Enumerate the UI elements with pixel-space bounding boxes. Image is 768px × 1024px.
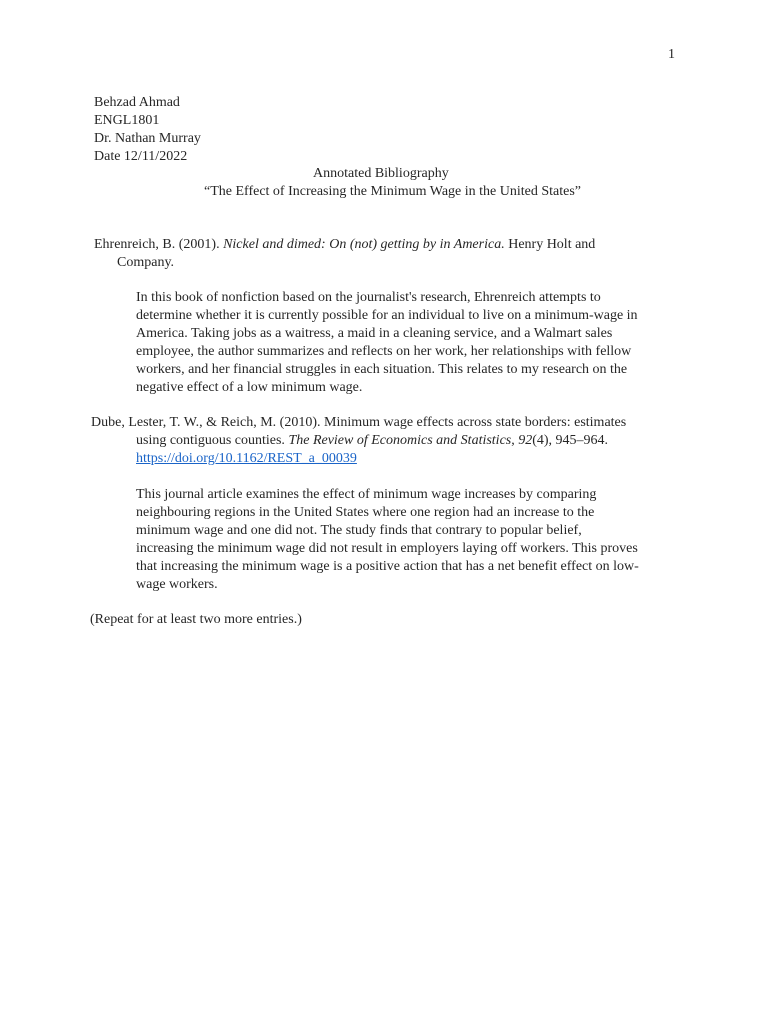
citation-1-book-title: Nickel and dimed: On (not) getting by in America. xyxy=(223,237,505,252)
annotation-entry-2 xyxy=(136,486,681,594)
instructor-name: Dr. Nathan Murray xyxy=(94,131,201,146)
annotation-line: In this book of nonfiction based on the journalist's research, Ehrenreich attempts to xyxy=(136,290,601,305)
citation-2-line-3 xyxy=(91,450,671,468)
header-block xyxy=(94,94,201,166)
citation-2-line-1: Dube, Lester, T. W., & Reich, M. (2010). Minimum wage effects across state borders: estimates xyxy=(91,415,627,430)
citation-1-line-2: Company. xyxy=(117,255,175,270)
citation-1-publisher: Henry Holt and xyxy=(504,237,596,252)
annotation-line: America. Taking jobs as a waitress, a maid in a cleaning service, and a Walmart sales xyxy=(136,326,613,341)
citation-entry-1 xyxy=(94,236,654,272)
citation-2-text: using contiguous counties. xyxy=(136,433,289,448)
doi-link[interactable]: https://doi.org/10.1162/REST_a_00039 xyxy=(136,451,357,466)
annotation-line: determine whether it is currently possible for an individual to live on a minimum-wage in xyxy=(136,308,638,323)
annotation-line: neighbouring regions in the United States where one region had an increase to the xyxy=(136,505,595,520)
annotation-entry-1 xyxy=(136,289,681,397)
citation-2-separator: , xyxy=(511,433,519,448)
citation-entry-2 xyxy=(91,414,671,468)
citation-1-authors-year: Ehrenreich, B. (2001). xyxy=(94,237,224,252)
annotation-line: increasing the minimum wage did not result in employers laying off workers. This proves xyxy=(136,541,638,556)
citation-1-line-1 xyxy=(94,236,654,254)
title-line-2: “The Effect of Increasing the Minimum Wage in the United States” xyxy=(204,184,582,199)
submission-date: Date 12/11/2022 xyxy=(94,149,188,164)
page-number: 1 xyxy=(668,47,675,62)
citation-2-volume: 92 xyxy=(518,433,533,448)
student-name: Behzad Ahmad xyxy=(94,95,180,110)
annotation-line: that increasing the minimum wage is a positive action that has a net benefit effect on low- xyxy=(136,559,639,574)
citation-2-line-2 xyxy=(91,432,671,450)
citation-2-issue-pages: (4), 945–964. xyxy=(532,433,609,448)
annotation-line: employee, the author summarizes and reflects on her work, her relationships with fellow xyxy=(136,344,632,359)
annotation-line: workers, and her financial struggles in each situation. This relates to my research on the xyxy=(136,362,628,377)
course-code: ENGL1801 xyxy=(94,113,160,128)
annotation-line: This journal article examines the effect of minimum wage increases by comparing xyxy=(136,487,597,502)
annotation-line: wage workers. xyxy=(136,577,218,592)
annotation-line: negative effect of a low minimum wage. xyxy=(136,380,363,395)
citation-2-journal: The Review of Economics and Statistics xyxy=(288,433,512,448)
annotation-line: minimum wage and one did not. The study finds that contrary to popular belief, xyxy=(136,523,582,538)
repeat-instruction-note: (Repeat for at least two more entries.) xyxy=(90,612,302,627)
title-line-1: Annotated Bibliography xyxy=(313,166,449,181)
